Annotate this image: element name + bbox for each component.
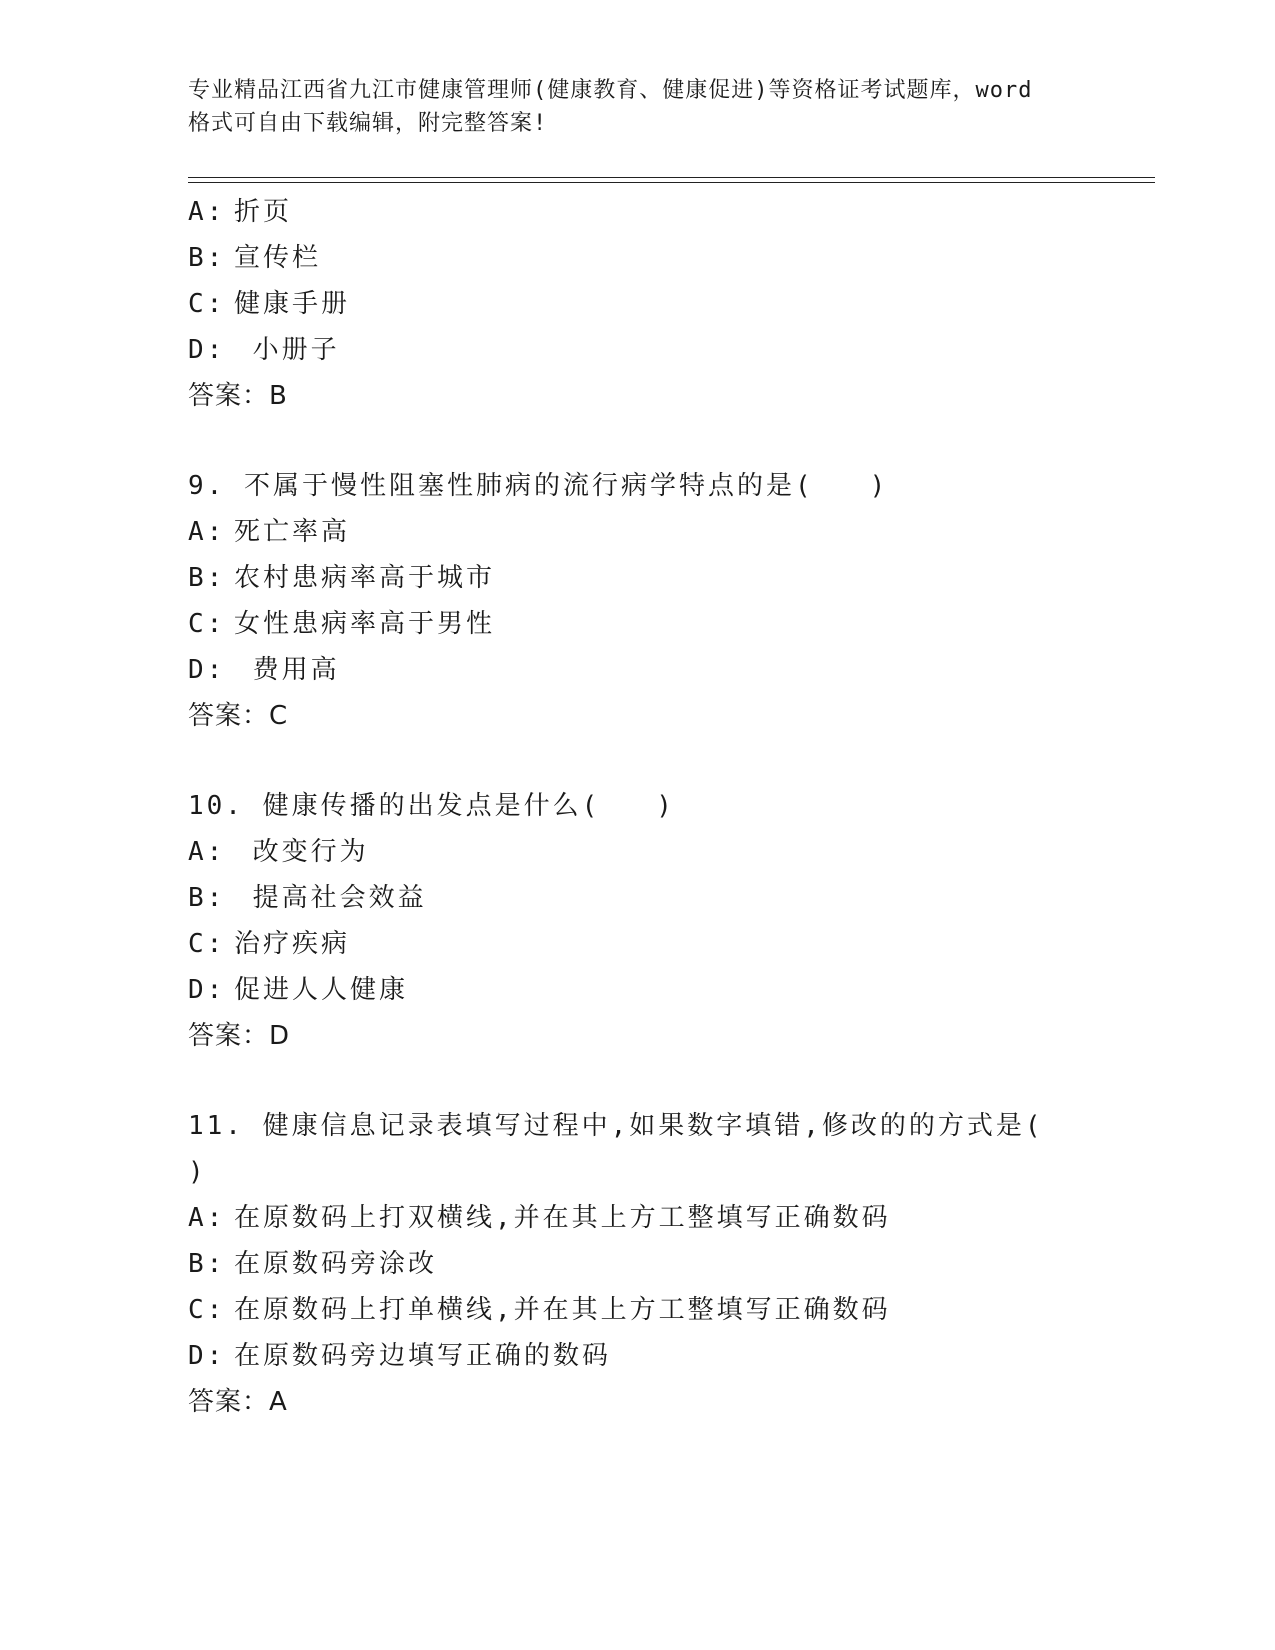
question-text: 11. 健康信息记录表填写过程中,如果数字填错,修改的的方式是( (188, 1111, 1044, 1141)
question-block-11 (188, 1103, 1148, 1425)
option-a: A: 死亡率高 (188, 517, 351, 547)
option-c: C: 在原数码上打单横线,并在其上方工整填写正确数码 (188, 1295, 891, 1325)
option-a: A: 折页 (188, 197, 293, 227)
question-block-9 (188, 463, 1148, 739)
option-a: A: 在原数码上打双横线,并在其上方工整填写正确数码 (188, 1203, 891, 1233)
option-b: B: 提高社会效益 (188, 883, 427, 913)
question-text-continued: ) (188, 1157, 207, 1187)
answer: 答案：B (188, 381, 288, 411)
header-divider-bottom (188, 182, 1155, 183)
option-c: C: 女性患病率高于男性 (188, 609, 496, 639)
option-b: B: 农村患病率高于城市 (188, 563, 496, 593)
header-divider-top (188, 177, 1155, 178)
option-d: D: 在原数码旁边填写正确的数码 (188, 1341, 612, 1371)
question-text: 9. 不属于慢性阻塞性肺病的流行病学特点的是( ) (188, 471, 889, 501)
option-c: C: 治疗疾病 (188, 929, 351, 959)
answer: 答案：A (188, 1387, 288, 1417)
option-d: D: 费用高 (188, 655, 340, 685)
question-block-8 (188, 189, 1148, 419)
option-a: A: 改变行为 (188, 837, 369, 867)
option-d: D: 小册子 (188, 335, 340, 365)
question-block-10 (188, 783, 1148, 1059)
option-c: C: 健康手册 (188, 289, 351, 319)
question-list (188, 189, 1148, 1425)
header-line-2: 格式可自由下载编辑，附完整答案! (188, 111, 548, 136)
option-b: B: 在原数码旁涂改 (188, 1249, 438, 1279)
option-b: B: 宣传栏 (188, 243, 322, 273)
option-d: D: 促进人人健康 (188, 975, 409, 1005)
document-header (188, 74, 1088, 140)
answer: 答案：D (188, 1021, 291, 1051)
header-line-1: 专业精品江西省九江市健康管理师(健康教育、健康促进)等资格证考试题库，word (188, 78, 1033, 103)
question-text: 10. 健康传播的出发点是什么( ) (188, 791, 675, 821)
answer: 答案：C (188, 701, 289, 731)
